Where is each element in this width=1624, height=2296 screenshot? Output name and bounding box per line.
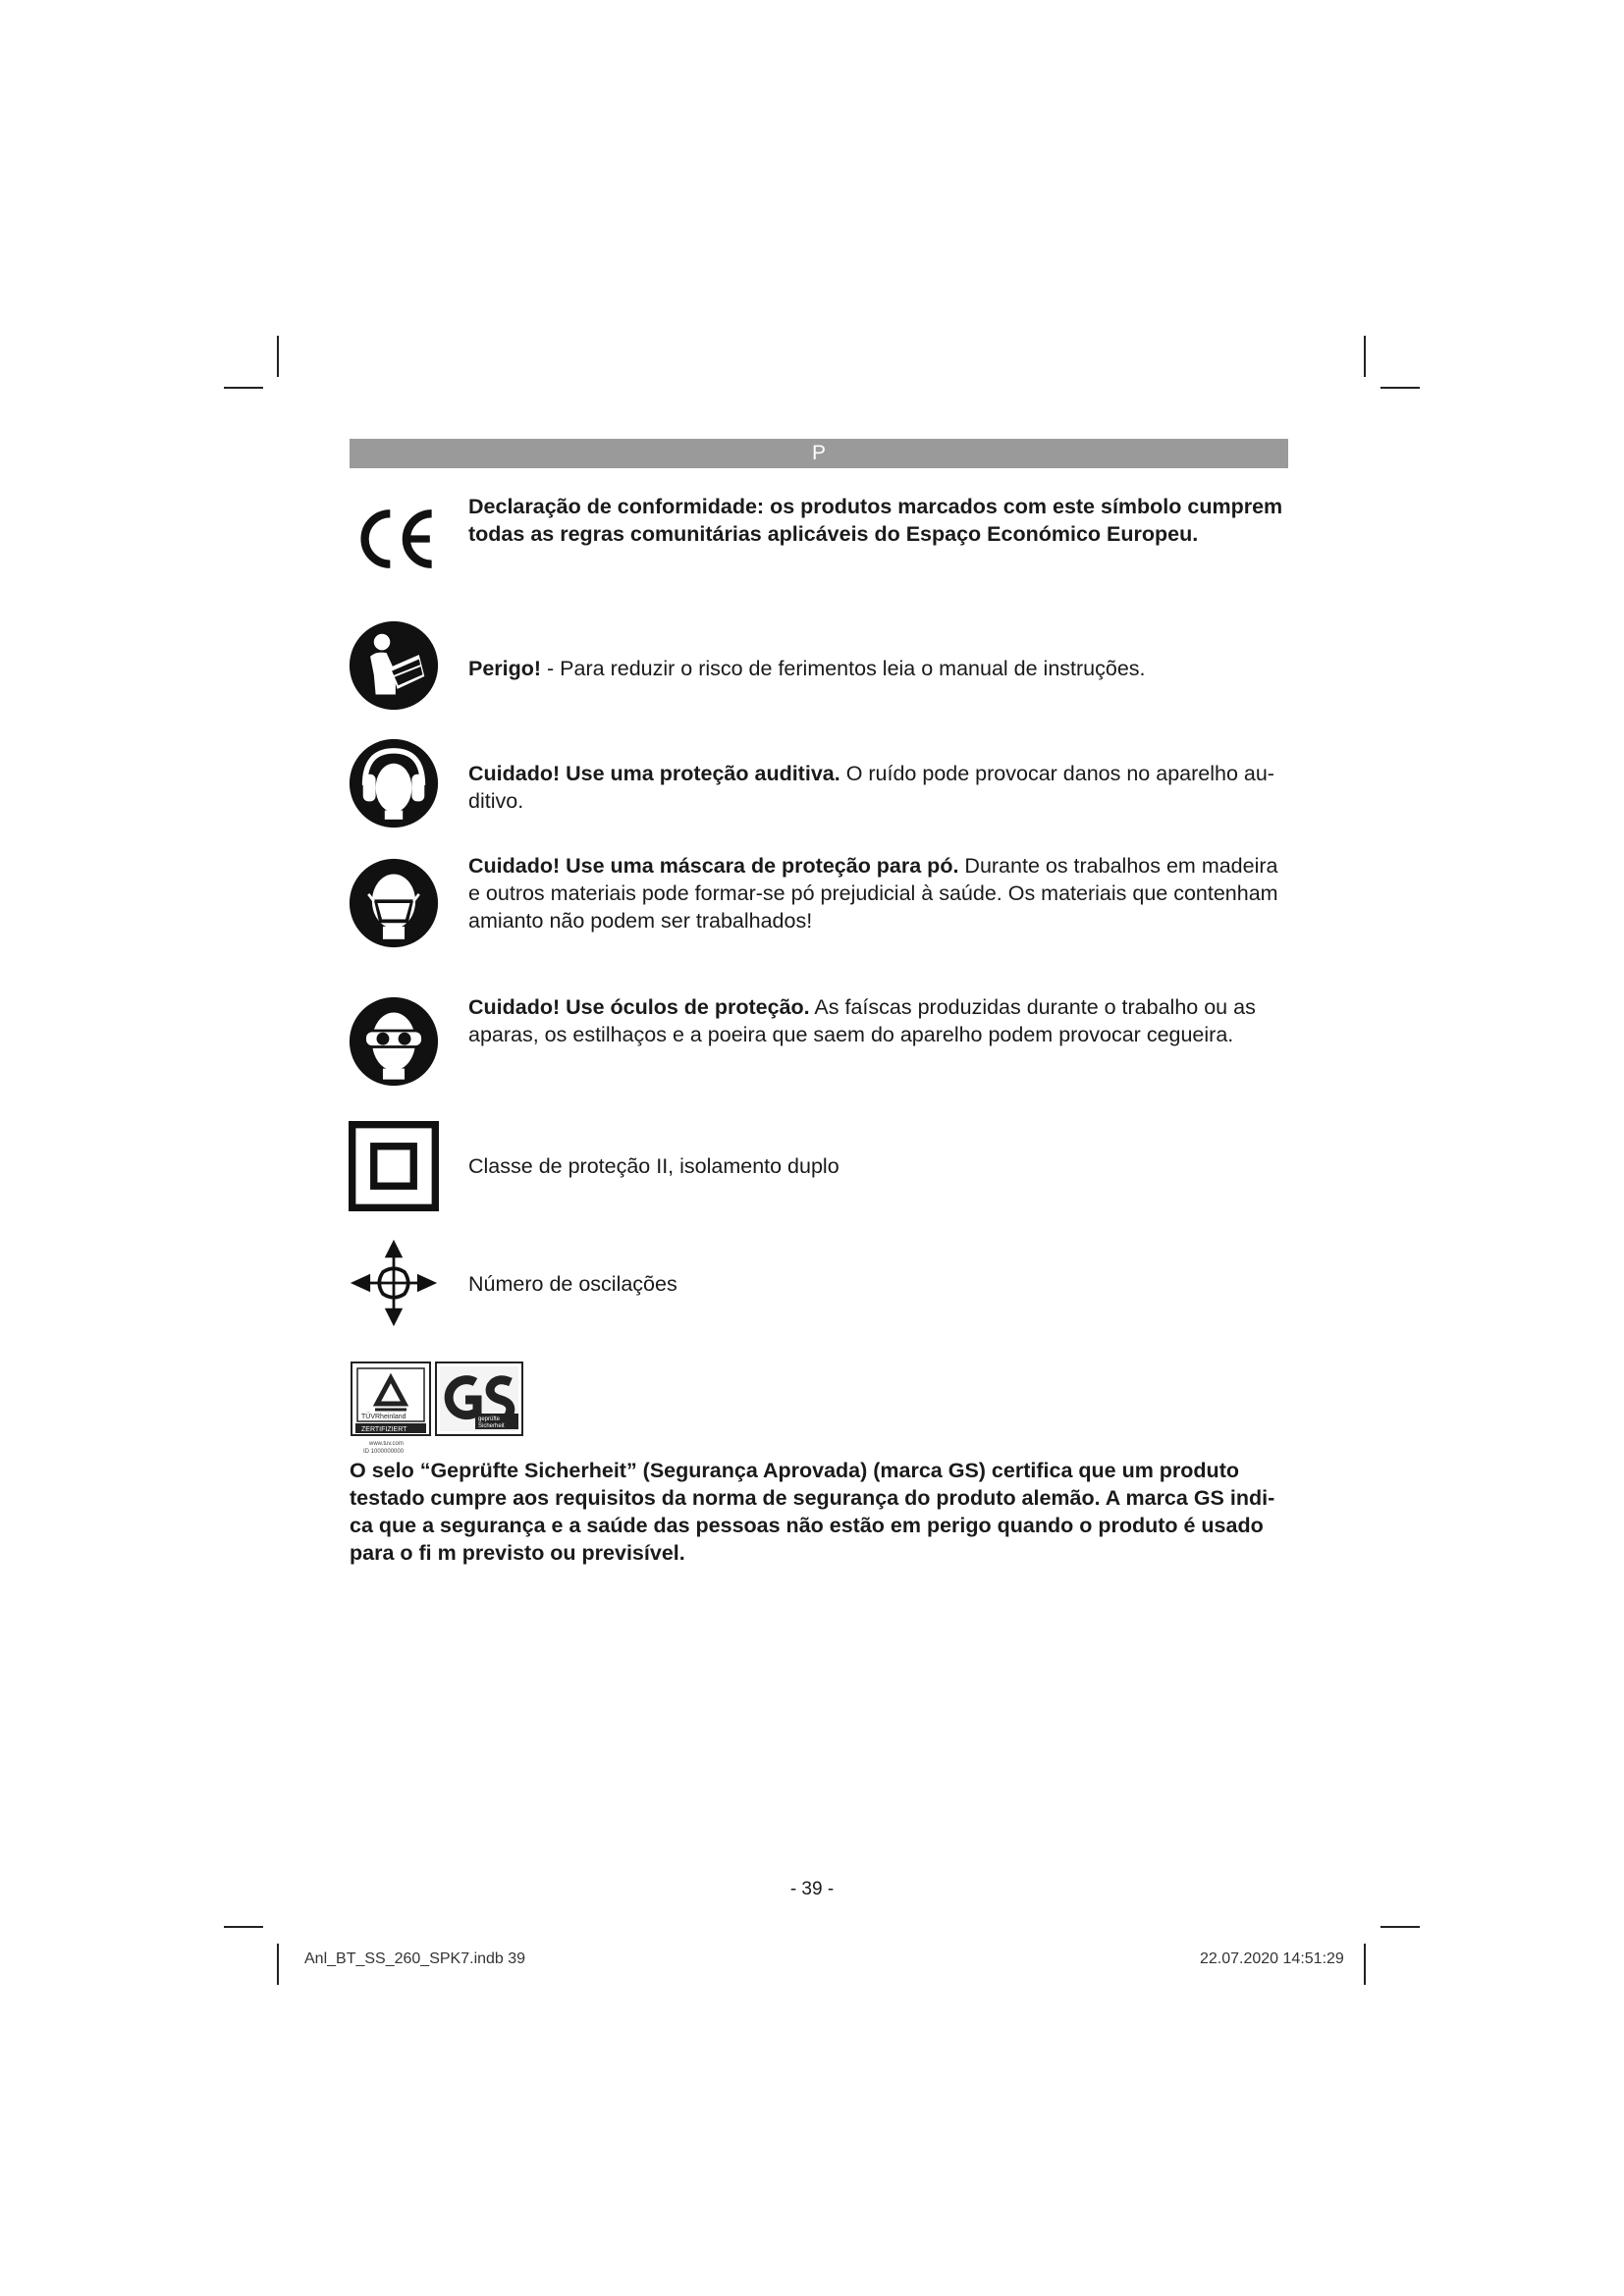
symbol-description: Perigo! - Para reduzir o risco de ferimentos leia o manual de instruções. — [468, 657, 1146, 680]
crop-mark — [1364, 336, 1366, 377]
crop-mark — [1364, 1944, 1366, 1985]
footer-file-info: Anl_BT_SS_260_SPK7.indb 39 — [304, 1950, 526, 1967]
symbol-description: Cuidado! Use uma proteção auditiva. O ruído pode provocar danos no aparelho au-ditivo. — [468, 762, 1274, 813]
gs-label-1: geprüfte — [478, 1416, 501, 1422]
double-insulation-icon — [349, 1121, 439, 1211]
tuv-cert-label: ZERTIFIZIERT — [361, 1426, 407, 1433]
crop-mark — [277, 336, 279, 377]
language-header-bar: P — [350, 439, 1288, 468]
tuv-id: ID 1000000000 — [363, 1449, 405, 1455]
symbol-description: Cuidado! Use óculos de proteção. As faíscas produzidas durante o trabalho ou as aparas, os estilhaços e a poeira que saem do aparelho podem provocar cegueira. — [468, 995, 1256, 1046]
crop-mark — [1380, 387, 1420, 389]
symbol-description: Classe de proteção II, isolamento duplo — [468, 1154, 839, 1178]
ce-mark-icon — [349, 494, 439, 584]
read-manual-icon — [349, 620, 439, 711]
crop-mark — [277, 1944, 279, 1985]
symbol-description: Cuidado! Use uma máscara de proteção para pó. Durante os trabalhos em madeira e outros materiais pode formar-se pó prejudicial à saúde. Os materiais que contenham amianto não podem ser trabalhados! — [468, 854, 1278, 933]
crop-mark — [224, 387, 263, 389]
oscillation-arrows-icon — [349, 1238, 439, 1328]
footer-datetime: 22.07.2020 14:51:29 — [1200, 1950, 1344, 1967]
page-number: - 39 - — [789, 1879, 835, 1899]
gs-certification-logos — [350, 1361, 526, 1457]
dust-mask-icon — [349, 858, 439, 948]
symbol-description: Número de oscilações — [468, 1272, 677, 1296]
tuv-url: www.tuv.com — [369, 1441, 404, 1447]
crop-mark — [1380, 1926, 1420, 1928]
crop-mark — [224, 1926, 263, 1928]
tuv-label: TÜVRheinland — [361, 1414, 406, 1420]
gs-mark-description: O selo “Geprüfte Sicherheit” (Segurança Aprovada) (marca GS) certifica que um produto testado cumpre aos requisitos da norma de segurança do produto alemão. A marca GS indi-ca que a segurança e a saúde das pessoas não estão em perigo quando o produto é usado para o fi m previsto ou previsível. — [350, 1459, 1275, 1565]
gs-label-2: Sicherheit — [478, 1423, 505, 1429]
safety-goggles-icon — [349, 996, 439, 1087]
symbol-description: Declaração de conformidade: os produtos marcados com este símbolo cumprem todas as regras comunitárias aplicáveis do Espaço Económico Europeu. — [468, 495, 1283, 546]
ear-protection-icon — [349, 738, 439, 828]
